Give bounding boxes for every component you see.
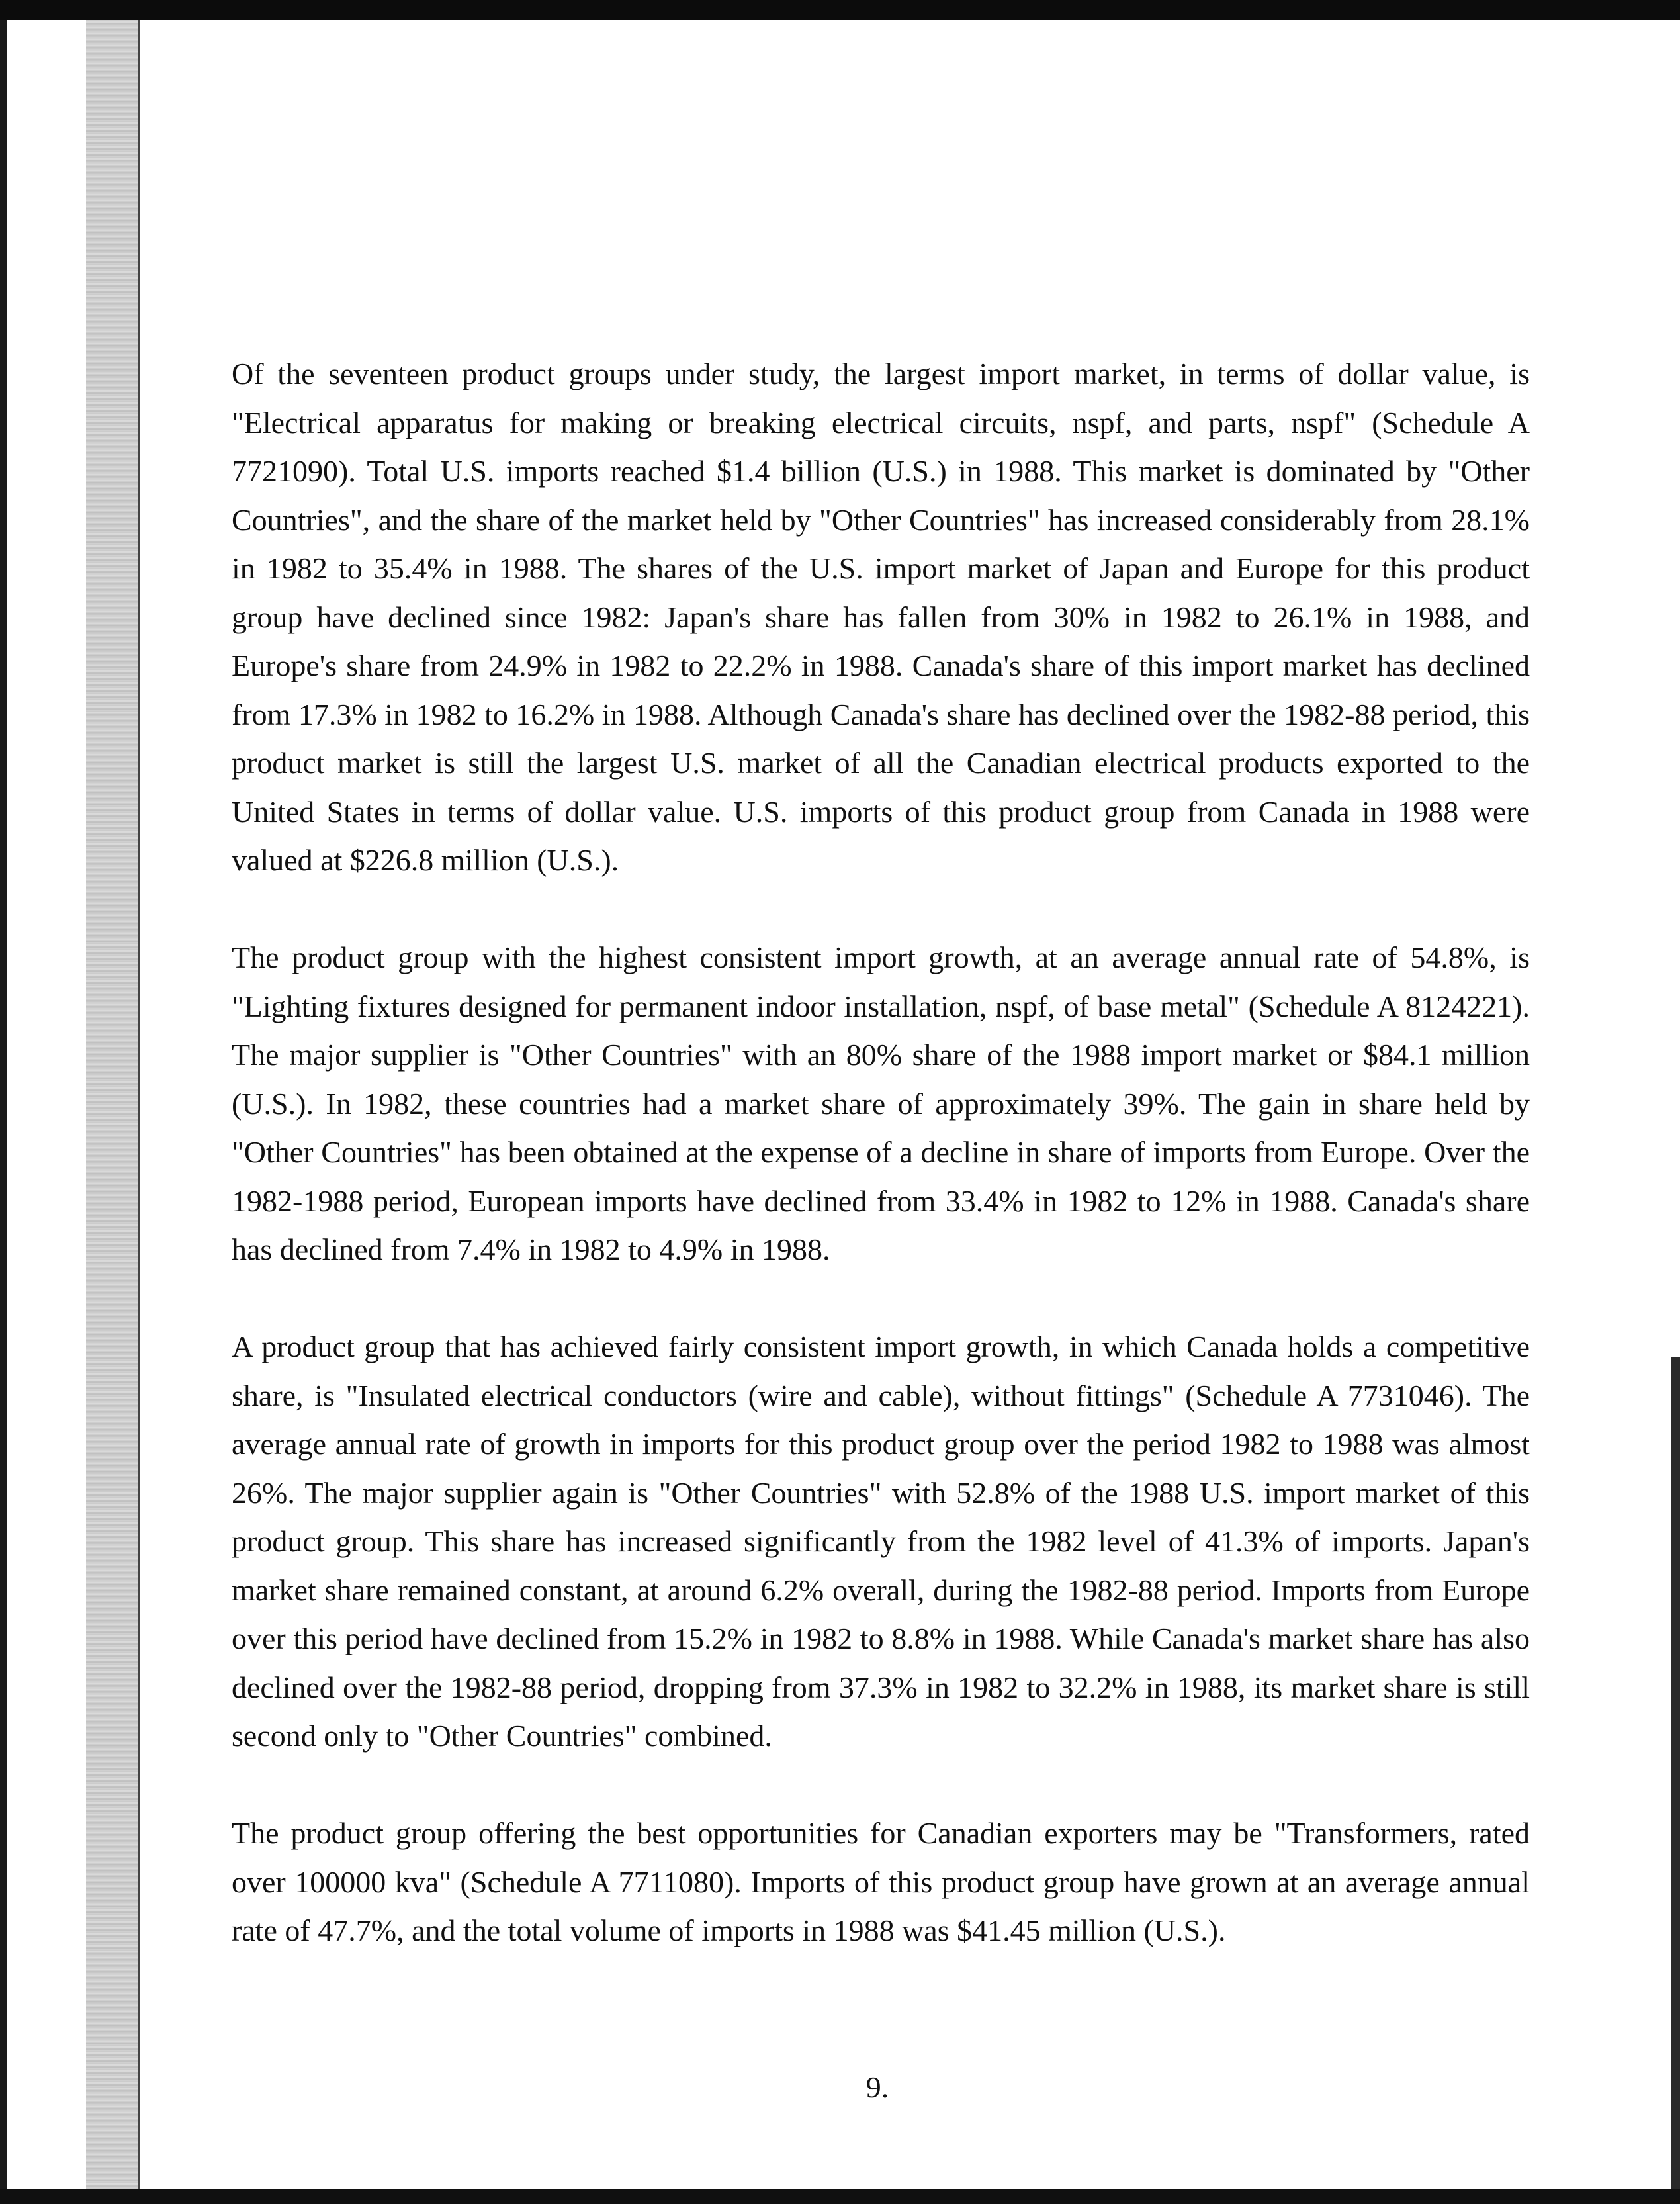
paragraph-lighting-fixtures: The product group with the highest consistent import growth, at an average annual rate of 54.8%, is "Lighting fixtures designed for permanent indoor installation, nspf, of base metal" (Schedule A 8124221). The major supplier is "Other Countries" with an 80% share of the 1988 import market or $84.1 million (U.S.). In 1982, these countries had a market share of approximately 39%. The gain in share held by "Other Countries" has been obtained at the expense of a decline in share of imports from Europe. Over the 1982-1988 period, European imports have declined from 33.4% in 1982 to 12% in 1988. Canada's share has declined from 7.4% in 1982 to 4.9% in 1988.	[232, 941, 1530, 1266]
page-number: 9.	[865, 2070, 889, 2104]
document-body	[232, 349, 1530, 1955]
paragraph-insulated-conductors: A product group that has achieved fairly consistent import growth, in which Canada holds a competitive share, is "Insulated electrical conductors (wire and cable), without fittings" (Schedule A 7731046). The average annual rate of growth in imports for this product group over the period 1982 to 1988 was almost 26%. The major supplier again is "Other Countries" with 52.8% of the 1988 U.S. import market of this product group. This share has increased significantly from the 1982 level of 41.3% of imports. Japan's market share remained constant, at around 6.2% overall, during the 1982-88 period. Imports from Europe over this period have declined from 15.2% in 1982 to 8.8% in 1988. While Canada's market share has also declined over the 1982-88 period, dropping from 37.3% in 1982 to 32.2% in 1988, its market share is still second only to "Other Countries" combined.	[232, 1330, 1530, 1753]
scan-bottom-edge	[0, 2189, 1680, 2204]
paragraph-electrical-apparatus: Of the seventeen product groups under study, the largest import market, in terms of dollar value, is "Electrical apparatus for making or breaking electrical circuits, nspf, and parts, nspf" (Schedule A 7721090). Total U.S. imports reached $1.4 billion (U.S.) in 1988. This market is dominated by "Other Countries", and the share of the market held by "Other Countries" has increased considerably from 28.1% in 1982 to 35.4% in 1988. The shares of the U.S. import market of Japan and Europe for this product group have declined since 1982: Japan's share has fallen from 30% in 1982 to 26.1% in 1988, and Europe's share from 24.9% in 1982 to 22.2% in 1988. Canada's share of this import market has declined from 17.3% in 1982 to 16.2% in 1988. Although Canada's share has declined over the 1982-88 period, this product market is still the largest U.S. market of all the Canadian electrical products exported to the United States in terms of dollar value. U.S. imports of this product group from Canada in 1988 were valued at $226.8 million (U.S.).	[232, 357, 1530, 877]
scan-right-edge	[1671, 1357, 1680, 2189]
binding-strip	[86, 20, 140, 2189]
paragraph-transformers: The product group offering the best opportunities for Canadian exporters may be "Transformers, rated over 100000 kva" (Schedule A 7711080). Imports of this product group have grown at an average annual rate of 47.7%, and the total volume of imports in 1988 was $41.45 million (U.S.).	[232, 1816, 1530, 1947]
scan-left-edge	[0, 20, 7, 2189]
scan-top-edge	[0, 0, 1680, 20]
